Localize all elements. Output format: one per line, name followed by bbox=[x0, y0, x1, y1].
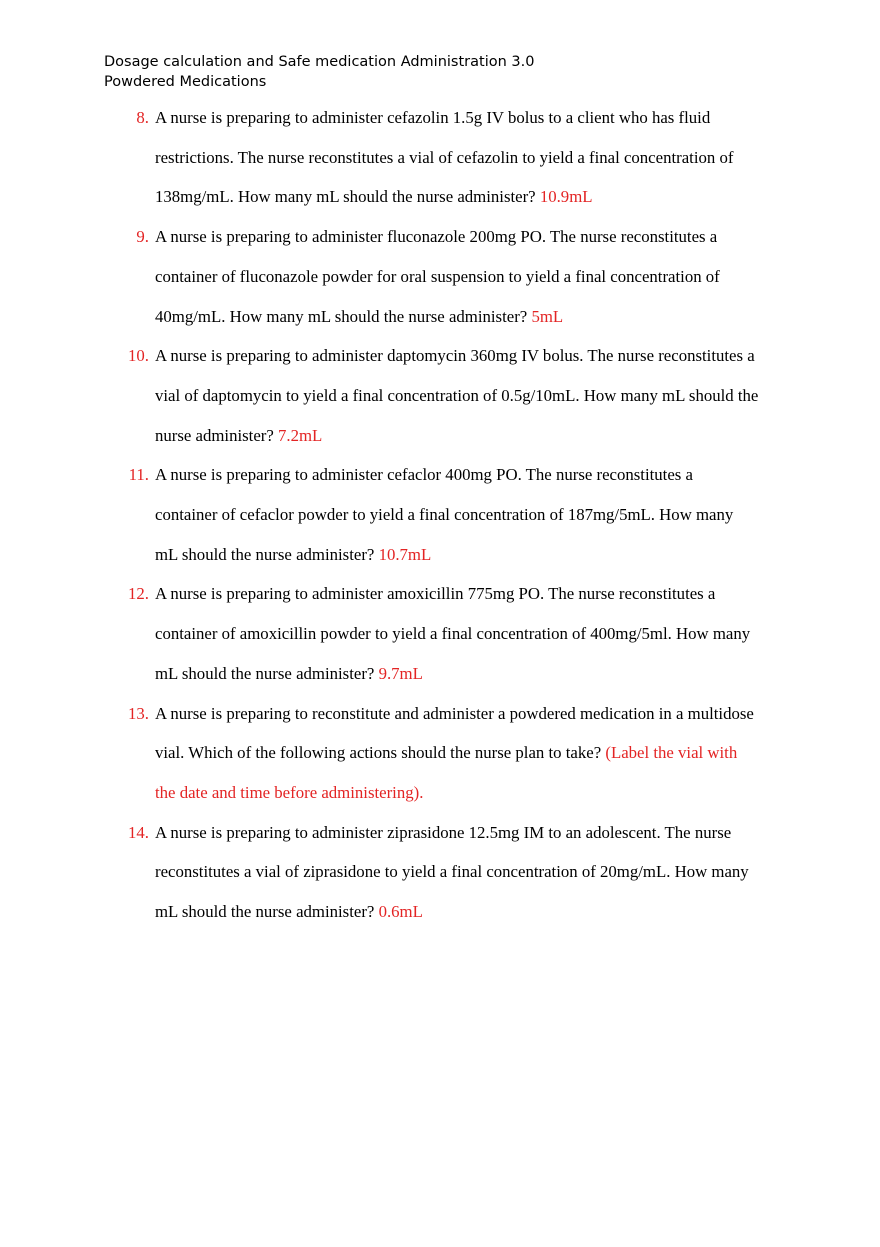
question-line: restrictions. The nurse reconstitutes a vial of cefazolin to yield a final concentration of bbox=[155, 147, 734, 167]
question-item bbox=[0, 98, 880, 217]
question-line: reconstitutes a vial of ziprasidone to yield a final concentration of 20mg/mL. How many bbox=[155, 862, 749, 882]
question-line-text: 138mg/mL. How many mL should the nurse administer? bbox=[155, 187, 540, 207]
question-line: A nurse is preparing to administer daptomycin 360mg IV bolus. The nurse reconstitutes a bbox=[155, 346, 755, 366]
answer-text: 0.6mL bbox=[378, 902, 423, 922]
question-number: 11. bbox=[128, 465, 149, 485]
question-number: 8. bbox=[136, 108, 149, 127]
answer-text: (Label the vial with bbox=[605, 743, 738, 763]
question-line: vial of daptomycin to yield a final concentration of 0.5g/10mL. How many mL should the bbox=[155, 385, 759, 405]
answer-text: 10.7mL bbox=[378, 544, 432, 564]
question-line: A nurse is preparing to administer fluconazole 200mg PO. The nurse reconstitutes a bbox=[155, 227, 718, 247]
question-item bbox=[0, 217, 880, 336]
section-title: Powdered Medications bbox=[104, 74, 267, 90]
question-line: A nurse is preparing to administer amoxicillin 775mg PO. The nurse reconstitutes a bbox=[155, 584, 716, 604]
question-line bbox=[155, 297, 795, 337]
question-text bbox=[155, 98, 795, 217]
question-line: container of fluconazole powder for oral suspension to yield a final concentration of bbox=[155, 266, 720, 286]
question-item bbox=[0, 336, 880, 455]
document-title: Dosage calculation and Safe medication Administration 3.0 bbox=[104, 54, 535, 70]
question-line-text: mL should the nurse administer? bbox=[155, 544, 379, 564]
question-list bbox=[0, 98, 880, 932]
question-number: 12. bbox=[128, 584, 149, 604]
question-text bbox=[155, 694, 795, 813]
question-number: 14. bbox=[128, 822, 149, 842]
question-number: 9. bbox=[136, 227, 149, 247]
question-line bbox=[155, 535, 795, 575]
question-text bbox=[155, 217, 795, 336]
question-line: A nurse is preparing to reconstitute and administer a powdered medication in a multidose bbox=[155, 703, 754, 723]
answer-text: 7.2mL bbox=[278, 425, 323, 445]
question-line-text: mL should the nurse administer? bbox=[155, 902, 379, 922]
question-item bbox=[0, 455, 880, 574]
question-line: A nurse is preparing to administer ziprasidone 12.5mg IM to an adolescent. The nurse bbox=[155, 822, 732, 842]
question-line: container of cefaclor powder to yield a final concentration of 187mg/5mL. How many bbox=[155, 505, 734, 525]
question-line-text: 40mg/mL. How many mL should the nurse administer? bbox=[155, 306, 532, 326]
question-number: 13. bbox=[128, 703, 149, 723]
question-line bbox=[155, 177, 795, 217]
question-text bbox=[155, 336, 795, 455]
question-line-text: nurse administer? bbox=[155, 425, 279, 445]
question-line bbox=[155, 892, 795, 932]
question-item bbox=[0, 694, 880, 813]
question-text bbox=[155, 455, 795, 574]
answer-text: 10.9mL bbox=[539, 187, 593, 207]
question-item bbox=[0, 813, 880, 932]
question-item bbox=[0, 574, 880, 693]
question-line bbox=[155, 416, 795, 456]
question-line: container of amoxicillin powder to yield a final concentration of 400mg/5ml. How many bbox=[155, 624, 751, 644]
question-text bbox=[155, 574, 795, 693]
question-line-text: mL should the nurse administer? bbox=[155, 663, 379, 683]
question-number: 10. bbox=[128, 346, 149, 366]
document-header bbox=[104, 52, 534, 92]
answer-text: 5mL bbox=[531, 306, 564, 326]
question-line bbox=[155, 733, 795, 773]
question-text bbox=[155, 813, 795, 932]
question-line-text: vial. Which of the following actions should the nurse plan to take? bbox=[155, 743, 606, 763]
question-line: A nurse is preparing to administer cefazolin 1.5g IV bolus to a client who has fluid bbox=[155, 108, 711, 127]
question-line bbox=[155, 654, 795, 694]
answer-text: the date and time before administering). bbox=[155, 782, 424, 802]
question-line: A nurse is preparing to administer cefaclor 400mg PO. The nurse reconstitutes a bbox=[155, 465, 693, 485]
answer-text: 9.7mL bbox=[378, 663, 423, 683]
